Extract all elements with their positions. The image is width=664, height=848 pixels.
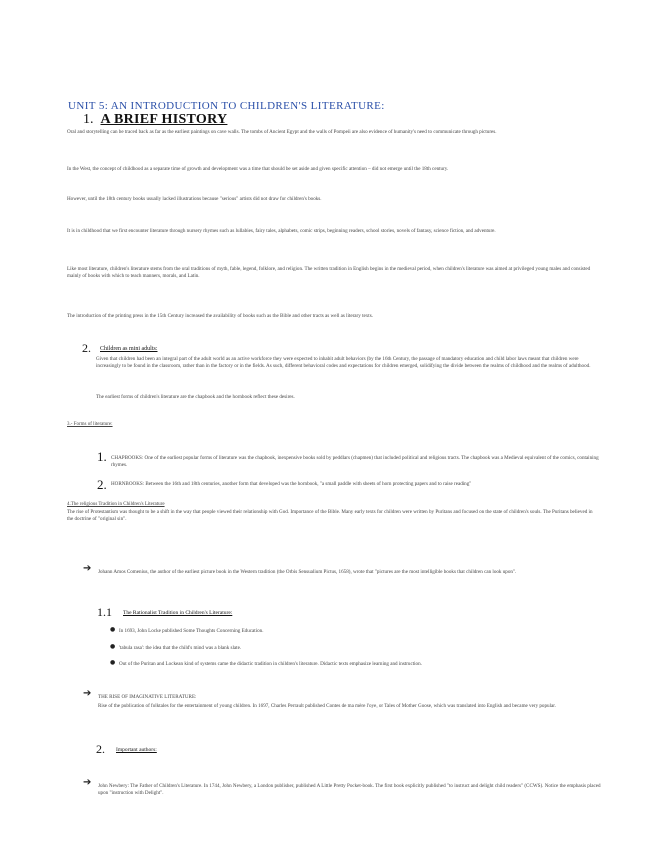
paragraph: It is in childhood that we first encounter literature through nursery rhymes such as lullabies, fairy tales, alphabets, comic strips, beginning readers, school stories, novels of fantasy, science fiction, and adventure.: [67, 228, 496, 234]
paragraph: Johann Amos Comenius, the author of the earliest picture book in the Western tradition (the Orbis Sensualium Pictus, 1658), wrote that "pictures are the most intelligible books that children can look upon".: [98, 569, 517, 575]
section-heading: [82, 341, 158, 356]
unit-title: UNIT 5: AN INTRODUCTION TO CHILDREN'S LITERATURE:: [68, 100, 385, 112]
list-item: HORNBOOKS: Between the 16th and 18th centuries, another form that developed was the hornbook, "a small paddle with sheets of horn protecting papers and to raise reading": [111, 481, 472, 487]
section-label: Important authors:: [116, 747, 157, 754]
section-heading: THE RISE OF IMAGINATIVE LITERATURE:: [98, 694, 197, 700]
section-number: 2.: [82, 341, 91, 355]
bullet-dot-icon: ●: [110, 626, 116, 633]
list-number: 1.: [97, 449, 107, 464]
bullet-dot-icon: ●: [110, 643, 116, 650]
paragraph: However, until the 18th century books usually lacked illustrations because "serious" artists did not draw for children's books.: [67, 196, 322, 202]
section-title: A BRIEF HISTORY: [100, 112, 228, 127]
list-item: Out of the Puritan and Lockean kind of systems came the didactic tradition in children's literature. Didactic texts emphasize learning and instruction.: [119, 661, 422, 667]
right-arrow-icon: ➔: [83, 777, 92, 788]
subsection-heading: [97, 605, 232, 620]
paragraph: The earliest forms of children's literature are the chapbook and the hornbook reflect these desires.: [96, 394, 295, 400]
list-item: 'tabula rasa': the idea that the child's mind was a blank slate.: [119, 645, 242, 651]
paragraph: In the West, the concept of childhood as a separate time of growth and development was a time that should be set aside and given specific attention – did not emerge until the 18th century.: [67, 166, 449, 172]
paragraph: Given that children had been an integral part of the adult world as an active workforce they were expected to inhabit adult behaviors (by the 16th Century, the passage of mandatory education and child labor laws meant that children were increasingly to be found in the classroom, rather than in the factory or in the fields. As such, different behavioral codes and expectations for children emerged, solidifying the divide between the realms of childhood and the realms of adulthood.: [96, 356, 591, 370]
section-number: 1.: [83, 112, 94, 127]
list-item: In 1693, John Locke published Some Thoughts Concerning Education.: [119, 628, 264, 634]
paragraph: John Newbery: The Father of Children's Literature. In 1744, John Newbery, a London publisher, published A Little Pretty Pocket-book. The first book explicitly published "to instruct and delight child readers" (CCWS). Notice the emphasis placed upon "instruction with Delight".: [98, 783, 601, 797]
paragraph: Like most literature, children's literature stems from the oral traditions of myth, fable, legend, folklore, and religion. The written tradition in English begins in the medieval period, when children's literature was aimed at privileged young males and consisted mainly of books with which to teach manners, morals, and Latin.: [67, 266, 591, 280]
section-heading: 3.- Forms of literature:: [67, 422, 113, 427]
section-number: 2.: [96, 742, 105, 756]
paragraph: The introduction of the printing press in the 15th Century increased the availability of books such as the Bible and other tracts as well as literary texts.: [67, 313, 373, 319]
section-label: Children as mini adults:: [100, 346, 158, 353]
right-arrow-icon: ➔: [83, 563, 92, 574]
section-heading: [96, 742, 157, 757]
list-number: 2.: [97, 477, 107, 492]
bullet-dot-icon: ●: [110, 659, 116, 666]
subsection-number: 1.1: [97, 605, 112, 619]
paragraph: Oral and storytelling can be traced back as far as the earliest paintings on cave walls. The tombs of Ancient Egypt and the walls of Pompeii are also evidence of humanity's need to communicate through pictures.: [67, 129, 497, 135]
paragraph: The rise of Protestantism was thought to be a shift in the way that people viewed their relationship with God. Importance of the Bible. Many early texts for children were written by Puritans and focused on the state of children's souls. The Puritans believed in the doctrine of "original sin".: [67, 509, 593, 523]
right-arrow-icon: ➔: [83, 688, 92, 699]
list-item: CHAPBOOKS: One of the earliest popular forms of literature was the chapbook, inexpensive books sold by peddlars (chapmen) that included political and religious tracts. The chapbook was a Medieval equivalent of the comics, containing rhymes.: [111, 455, 599, 469]
subsection-label: The Rationalist Tradition in Children's Literature:: [123, 610, 233, 617]
section-heading: 4.The religious Tradition in Children's Literature: [67, 502, 165, 507]
section-heading: [83, 112, 227, 128]
paragraph: Rise of the publication of folktales for the entertainment of young children. In 1697, Charles Perrault published Contes de ma mère l'oye, or Tales of Mother Goose, which was translated into English and became very popular.: [98, 703, 556, 709]
